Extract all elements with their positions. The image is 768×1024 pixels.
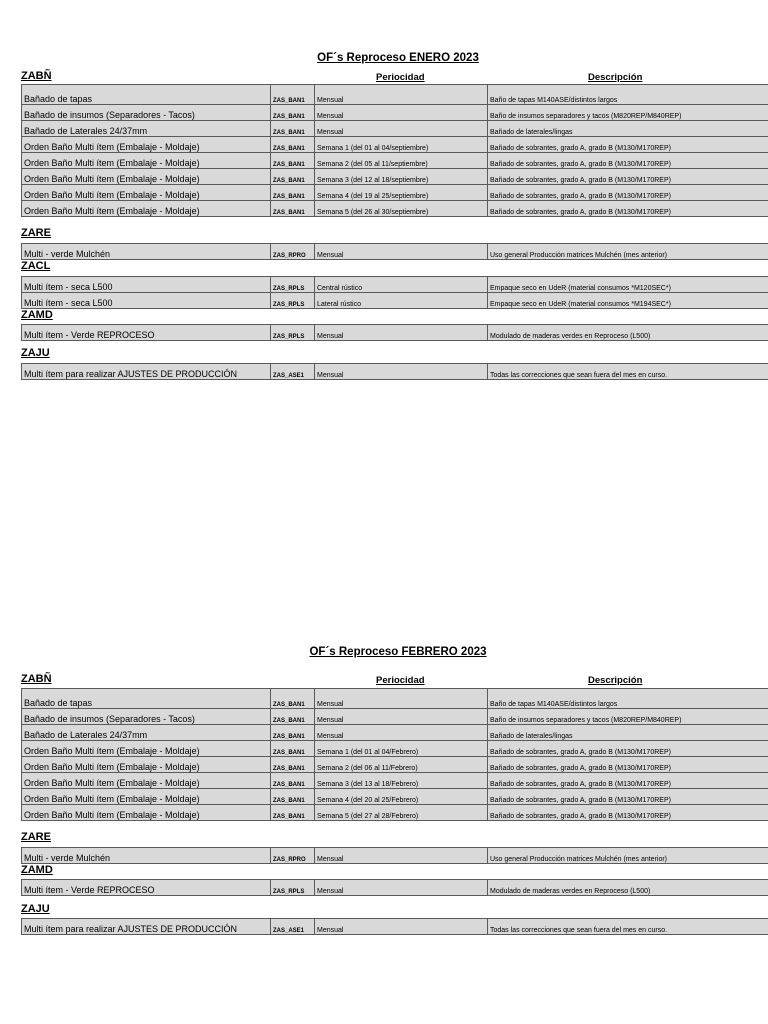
item-description: Bañado de sobrantes, grado A, grado B (M130/M170REP) <box>488 153 768 169</box>
item-name: Multi ítem - seca L500 <box>22 277 271 293</box>
item-name: Bañado de insumos (Separadores - Tacos) <box>22 709 271 725</box>
item-name: Orden Baño Multi ítem (Embalaje - Moldaje) <box>22 789 271 805</box>
item-name: Multi ítem - Verde REPROCESO <box>22 325 271 341</box>
item-period: Semana 4 (del 19 al 25/septiembre) <box>315 185 488 201</box>
item-description: Bañado de sobrantes, grado A, grado B (M130/M170REP) <box>488 201 768 217</box>
table-row <box>22 137 768 153</box>
item-name: Bañado de Laterales 24/37mm <box>22 121 271 137</box>
table-row <box>22 277 768 293</box>
item-code: ZAS_BAN1 <box>271 137 315 153</box>
table-row <box>22 725 768 741</box>
item-description: Uso general Producción matrices Mulchén (mes anterior) <box>488 244 768 260</box>
item-description: Bañado de sobrantes, grado A, grado B (M130/M170REP) <box>488 185 768 201</box>
item-description: Todas las correcciones que sean fuera del mes en curso. <box>488 919 768 935</box>
item-name: Bañado de tapas <box>22 689 271 709</box>
header-periodicidad: Periocidad <box>376 72 425 83</box>
item-name: Orden Baño Multi ítem (Embalaje - Moldaje) <box>22 153 271 169</box>
item-code: ZAS_BAN1 <box>271 773 315 789</box>
enero-title: OF´s Reproceso ENERO 2023 <box>317 52 479 64</box>
section-label-zaju: ZAJU <box>21 903 50 915</box>
table-row <box>22 919 768 935</box>
section-label-zamd: ZAMD <box>21 864 53 876</box>
item-period: Mensual <box>315 709 488 725</box>
table-row <box>22 244 768 260</box>
item-code: ZAS_BAN1 <box>271 85 315 105</box>
item-name: Multi ítem para realizar AJUSTES DE PRODUCCIÓN <box>22 919 271 935</box>
item-description: Baño de tapas M140ASE/distintos largos <box>488 689 768 709</box>
item-code: ZAS_BAN1 <box>271 169 315 185</box>
item-period: Mensual <box>315 880 488 896</box>
item-name: Orden Baño Multi ítem (Embalaje - Moldaje) <box>22 137 271 153</box>
section-label-zaju: ZAJU <box>21 347 50 359</box>
item-description: Bañado de sobrantes, grado A, grado B (M130/M170REP) <box>488 169 768 185</box>
header-descripcion: Descripción <box>588 675 643 686</box>
table-row <box>22 169 768 185</box>
item-description: Bañado de sobrantes, grado A, grado B (M130/M170REP) <box>488 741 768 757</box>
table-row <box>22 364 768 380</box>
item-name: Orden Baño Multi ítem (Embalaje - Moldaje) <box>22 201 271 217</box>
item-name: Orden Baño Multi ítem (Embalaje - Moldaje) <box>22 185 271 201</box>
febrero-table-zabn <box>21 688 768 821</box>
item-code: ZAS_BAN1 <box>271 689 315 709</box>
table-row <box>22 185 768 201</box>
section-label-zare: ZARE <box>21 831 51 843</box>
item-code: ZAS_RPRO <box>271 848 315 864</box>
item-period: Central rústico <box>315 277 488 293</box>
item-code: ZAS_RPLS <box>271 325 315 341</box>
item-period: Mensual <box>315 121 488 137</box>
item-name: Orden Baño Multi ítem (Embalaje - Moldaje) <box>22 169 271 185</box>
item-code: ZAS_RPLS <box>271 277 315 293</box>
item-code: ZAS_RPRO <box>271 244 315 260</box>
item-code: ZAS_BAN1 <box>271 121 315 137</box>
item-description: Todas las correcciones que sean fuera del mes en curso. <box>488 364 768 380</box>
item-description: Bañado de laterales/lingas <box>488 121 768 137</box>
item-description: Empaque seco en UdeR (material consumos *M194SEC*) <box>488 293 768 309</box>
item-name: Orden Baño Multi ítem (Embalaje - Moldaje) <box>22 757 271 773</box>
febrero-table-zamd <box>21 879 768 896</box>
febrero-title: OF´s Reproceso FEBRERO 2023 <box>309 646 487 658</box>
table-row <box>22 805 768 821</box>
table-row <box>22 105 768 121</box>
item-name: Multi - verde Mulchén <box>22 848 271 864</box>
item-period: Mensual <box>315 848 488 864</box>
item-period: Semana 3 (del 12 al 18/septiembre) <box>315 169 488 185</box>
section-label-zamd: ZAMD <box>21 309 53 321</box>
header-periodicidad: Periocidad <box>376 675 425 686</box>
item-code: ZAS_BAN1 <box>271 757 315 773</box>
item-code: ZAS_ASE1 <box>271 919 315 935</box>
item-name: Orden Baño Multi ítem (Embalaje - Moldaje) <box>22 741 271 757</box>
item-code: ZAS_BAN1 <box>271 185 315 201</box>
table-row <box>22 689 768 709</box>
table-row <box>22 121 768 137</box>
item-code: ZAS_BAN1 <box>271 789 315 805</box>
item-period: Mensual <box>315 689 488 709</box>
item-code: ZAS_BAN1 <box>271 105 315 121</box>
item-period: Semana 1 (del 01 al 04/septiembre) <box>315 137 488 153</box>
item-name: Bañado de insumos (Separadores - Tacos) <box>22 105 271 121</box>
item-period: Semana 2 (del 05 al 11/septiembre) <box>315 153 488 169</box>
header-descripcion: Descripción <box>588 72 643 83</box>
item-name: Bañado de tapas <box>22 85 271 105</box>
section-label-zabn: ZABÑ <box>21 673 52 685</box>
enero-table-zacl <box>21 276 768 309</box>
item-period: Mensual <box>315 725 488 741</box>
table-row <box>22 773 768 789</box>
item-code: ZAS_BAN1 <box>271 725 315 741</box>
table-row <box>22 709 768 725</box>
item-code: ZAS_RPLS <box>271 293 315 309</box>
enero-table-zamd <box>21 324 768 341</box>
item-description: Baño de insumos separadores y tacos (M820REP/M840REP) <box>488 105 768 121</box>
item-code: ZAS_BAN1 <box>271 709 315 725</box>
item-name: Multi ítem - Verde REPROCESO <box>22 880 271 896</box>
item-description: Modulado de maderas verdes en Reproceso (L500) <box>488 325 768 341</box>
febrero-table-zaju <box>21 918 768 935</box>
item-period: Mensual <box>315 364 488 380</box>
table-row <box>22 293 768 309</box>
item-description: Bañado de sobrantes, grado A, grado B (M130/M170REP) <box>488 137 768 153</box>
table-row <box>22 201 768 217</box>
item-description: Uso general Producción matrices Mulchén (mes anterior) <box>488 848 768 864</box>
enero-table-zare <box>21 243 768 260</box>
item-name: Orden Baño Multi ítem (Embalaje - Moldaje) <box>22 773 271 789</box>
item-code: ZAS_BAN1 <box>271 153 315 169</box>
item-code: ZAS_ASE1 <box>271 364 315 380</box>
item-period: Semana 3 (del 13 al 18/Febrero) <box>315 773 488 789</box>
item-period: Lateral rústico <box>315 293 488 309</box>
item-period: Semana 2 (del 06 al 11/Febrero) <box>315 757 488 773</box>
item-code: ZAS_BAN1 <box>271 741 315 757</box>
section-label-zabn: ZABÑ <box>21 70 52 82</box>
item-period: Mensual <box>315 244 488 260</box>
item-description: Empaque seco en UdeR (material consumos *M120SEC*) <box>488 277 768 293</box>
table-row <box>22 789 768 805</box>
febrero-column-headers <box>21 675 768 688</box>
enero-table-zabn <box>21 84 768 217</box>
section-label-zare: ZARE <box>21 227 51 239</box>
section-label-zacl: ZACL <box>21 260 51 272</box>
enero-table-zaju <box>21 363 768 380</box>
item-name: Multi - verde Mulchén <box>22 244 271 260</box>
table-row <box>22 325 768 341</box>
table-row <box>22 848 768 864</box>
item-name: Multi ítem para realizar AJUSTES DE PRODUCCIÓN <box>22 364 271 380</box>
febrero-table-zare <box>21 847 768 864</box>
item-code: ZAS_RPLS <box>271 880 315 896</box>
item-period: Semana 5 (del 26 al 30/septiembre) <box>315 201 488 217</box>
item-period: Semana 1 (del 01 al 04/Febrero) <box>315 741 488 757</box>
item-period: Mensual <box>315 919 488 935</box>
item-code: ZAS_BAN1 <box>271 805 315 821</box>
table-row <box>22 757 768 773</box>
item-description: Bañado de sobrantes, grado A, grado B (M130/M170REP) <box>488 789 768 805</box>
item-description: Bañado de sobrantes, grado A, grado B (M130/M170REP) <box>488 757 768 773</box>
item-period: Semana 5 (del 27 al 28/Febrero) <box>315 805 488 821</box>
item-name: Orden Baño Multi ítem (Embalaje - Moldaje) <box>22 805 271 821</box>
table-row <box>22 85 768 105</box>
item-description: Bañado de sobrantes, grado A, grado B (M130/M170REP) <box>488 805 768 821</box>
item-period: Mensual <box>315 85 488 105</box>
item-description: Bañado de sobrantes, grado A, grado B (M130/M170REP) <box>488 773 768 789</box>
table-row <box>22 880 768 896</box>
item-code: ZAS_BAN1 <box>271 201 315 217</box>
table-row <box>22 153 768 169</box>
table-row <box>22 741 768 757</box>
item-name: Bañado de Laterales 24/37mm <box>22 725 271 741</box>
item-period: Semana 4 (del 20 al 25/Febrero) <box>315 789 488 805</box>
item-description: Baño de insumos separadores y tacos (M820REP/M840REP) <box>488 709 768 725</box>
item-description: Baño de tapas M140ASE/distintos largos <box>488 85 768 105</box>
item-name: Multi ítem - seca L500 <box>22 293 271 309</box>
item-period: Mensual <box>315 325 488 341</box>
item-description: Bañado de laterales/lingas <box>488 725 768 741</box>
item-period: Mensual <box>315 105 488 121</box>
item-description: Modulado de maderas verdes en Reproceso (L500) <box>488 880 768 896</box>
